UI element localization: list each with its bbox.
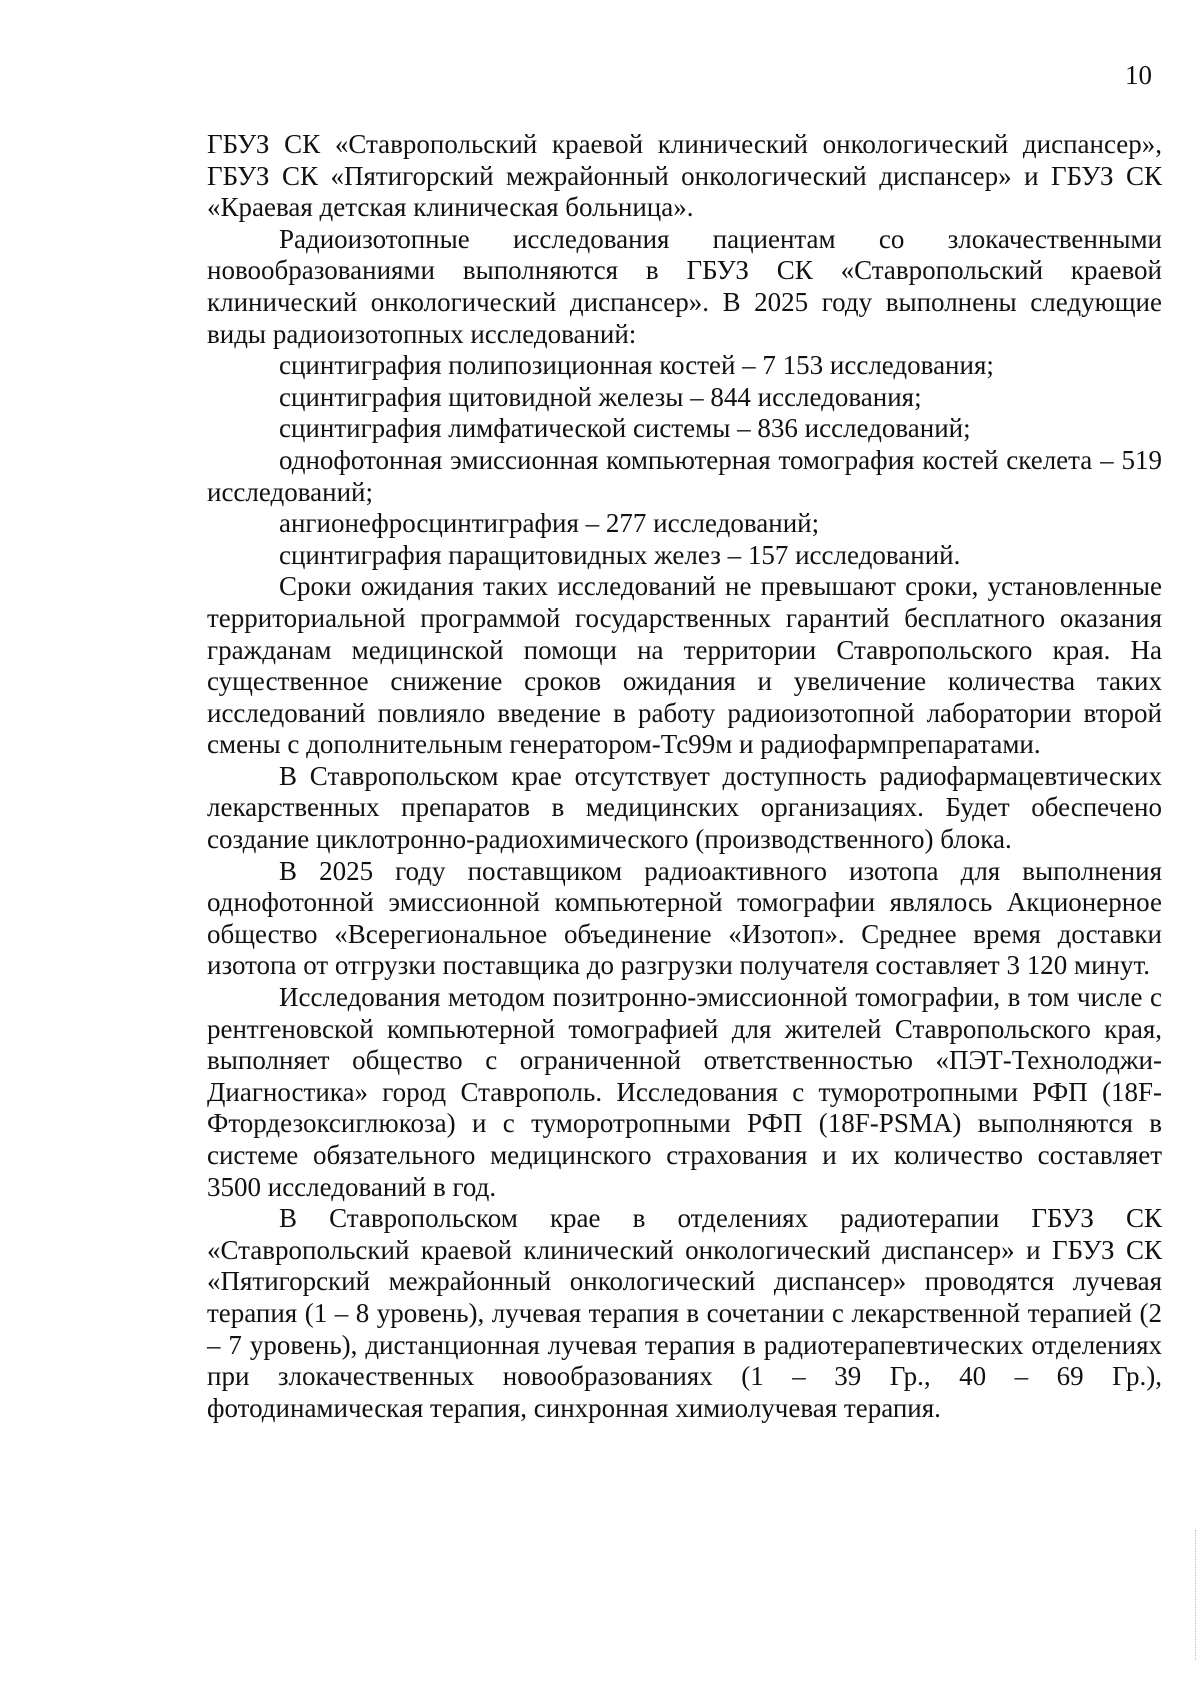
list-item-bone-scintigraphy: сцинтиграфия полипозиционная костей – 7 153 исследования; — [279, 350, 994, 381]
paragraph-radiotherapy: В Ставропольском крае в отделениях радиотерапии ГБУЗ СК «Ставропольский краевой клинический онкологический диспансер» и ГБУЗ СК «Пятигорский межрайонный онкологический диспансер» проводятся лучевая терапия (1 – 8 уровень), лучевая терапия в сочетании с лекарственной терапией (2 – 7 уровень), дистанционная лучевая терапия в радиотерапевтических отделениях при злокачественных новообразованиях (1 – 39 Гр., 40 – 69 Гр.), фотодинамическая терапия, синхронная химиолучевая терапия. — [207, 1203, 1162, 1423]
paragraph-waiting-times: Сроки ожидания таких исследований не превышают сроки, установленные территориальной программой государственных гарантий бесплатного оказания гражданам медицинской помощи на территории Ставропольского края. На существенное снижение сроков ожидания и увеличение количества таких исследований повлияло введение в работу радиоизотопной лаборатории второй смены с дополнительным генератором-Тс99м и радиофармпрепаратами. — [207, 571, 1162, 760]
paragraph-radiopharmaceuticals: В Ставропольском крае отсутствует доступность радиофармацевтических лекарственных препаратов в медицинских организациях. Будет обеспечено создание циклотронно-радиохимического (производственного) блока. — [207, 760, 1162, 855]
scan-edge-mark — [1193, 1530, 1196, 1660]
document-body — [207, 129, 1162, 1424]
paragraph-isotope-supplier: В 2025 году поставщиком радиоактивного изотопа для выполнения однофотонной эмиссионной компьютерной томографии являлось Акционерное общество «Всерегиональное объединение «Изотоп». Среднее время доставки изотопа от отгрузки поставщика до разгрузки получателя составляет 3 120 минут. — [207, 855, 1162, 981]
paragraph-pet-ct: Исследования методом позитронно-эмиссионной томографии, в том числе с рентгеновской компьютерной томографией для жителей Ставропольского края, выполняет общество с ограниченной ответственностью «ПЭТ-Технолоджи-Диагностика» город Ставрополь. Исследования с туморотропными РФП (18F-Фтордезоксиглюкоза) и с туморотропными РФП (18F-PSMA) выполняются в системе обязательного медицинского страхования и их количество составляет 3500 исследований в год. — [207, 982, 1162, 1202]
list-item-thyroid-scintigraphy: сцинтиграфия щитовидной железы – 844 исследования; — [279, 381, 922, 412]
page-number: 10 — [1125, 60, 1152, 90]
paragraph-radioisotope-intro: Радиоизотопные исследования пациентам со злокачественными новообразованиями выполняются в ГБУЗ СК «Ставропольский краевой клинический онкологический диспансер». В 2025 году выполнены следующие виды радиоизотопных исследований: — [207, 223, 1162, 349]
list-item-angionephroscintigraphy: ангионефросцинтиграфия – 277 исследований; — [279, 508, 820, 539]
list-item-spect-skeleton: однофотонная эмиссионная компьютерная томография костей скелета – 519 исследований; — [207, 444, 1162, 507]
paragraph-institutions: ГБУЗ СК «Ставропольский краевой клинический онкологический диспансер», ГБУЗ СК «Пятигорский межрайонный онкологический диспансер» и ГБУЗ СК «Краевая детская клиническая больница». — [207, 129, 1162, 223]
list-item-lymphatic-scintigraphy: сцинтиграфия лимфатической системы – 836 исследований; — [279, 413, 971, 444]
list-item-parathyroid-scintigraphy: сцинтиграфия паращитовидных желез – 157 исследований. — [279, 539, 961, 570]
